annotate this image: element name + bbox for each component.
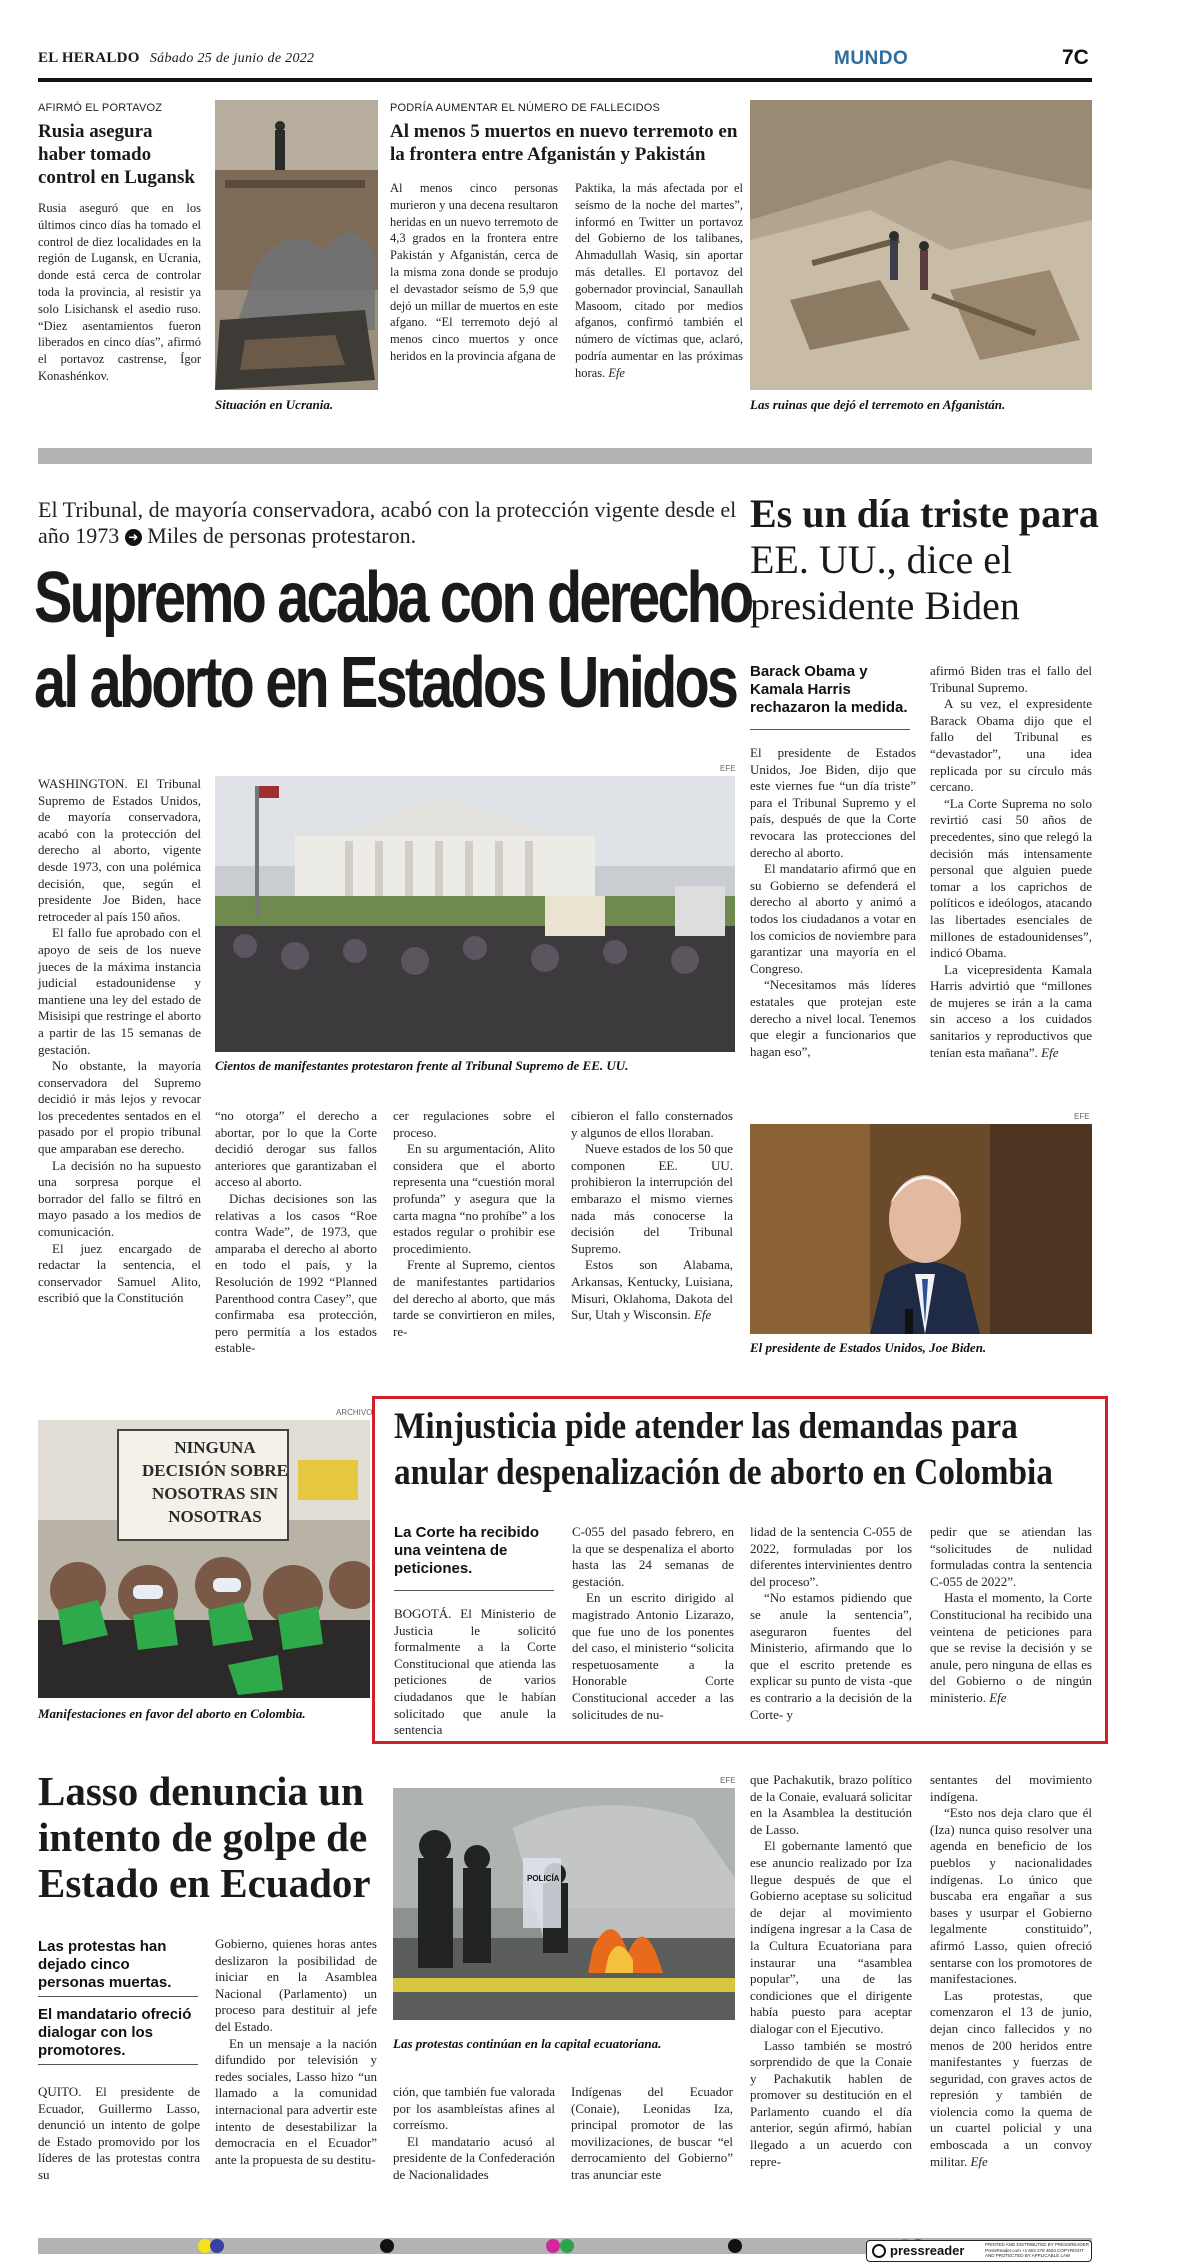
police-shield-label: POLICÍA — [527, 1874, 560, 1883]
paragraph: Lasso también se mostró sorprendido de que la Conaie y Pachakutik hablen de promover su destitución en el Parlamento cuando el día anterior, según afirmó, habían llegado a un acuerdo con repre- — [750, 2037, 912, 2169]
headline-lugansk: Rusia asegura haber tomado control en Lugansk — [38, 121, 195, 188]
paragraph: El juez encargado de redactar la sentencia, el conservador Samuel Alito, escribió que la Constitución — [38, 1240, 201, 1306]
article-aborto-col1 — [38, 776, 201, 1307]
article-colombia-col4 — [930, 1524, 1092, 1707]
article-afganistan-col2-text: Paktika, la más afectada por el seísmo de la noche del martes”, informó en Twitter un portavoz del Gobierno de los talibanes, Ahmadullah Wasiq, sin aportar más detalles. El portavoz del gobernador provincial, Sanaullah Masoom, citado por medios afganos, confirmó también el número de víctimas que, aclaró, podría aumentar en las próximas horas. — [575, 181, 743, 380]
photo-ecuador — [393, 1788, 735, 2020]
article-colombia-col2 — [572, 1524, 734, 1723]
paper-name: EL HERALDO — [38, 50, 140, 66]
header-rule — [38, 78, 1092, 82]
paragraph-text: Las protestas, que comenzaron el 13 de junio, dejan cinco fallecidos y no menos de 200 heridos entre manifestantes y fuerzas de seguridad, con graves actos de represión y también de violencia como la quema de un cuartel policial y una emboscada a un convoy militar. — [930, 1987, 1092, 2169]
registration-dot-magenta — [546, 2239, 560, 2253]
pressreader-brand: pressreader — [890, 2243, 965, 2258]
headline-ecuador-line2: intento de golpe de — [38, 1814, 368, 1860]
pressreader-logo-icon — [872, 2244, 886, 2258]
protest-sign: NINGUNA DECISIÓN SOBRE NOSOTRAS SIN NOSOTRAS — [142, 1438, 288, 1526]
paragraph: afirmó Biden tras el fallo del Tribunal Supremo. — [930, 663, 1092, 695]
kicker-lugansk: AFIRMÓ EL PORTAVOZ — [38, 102, 163, 114]
paragraph: pedir que se atiendan las “solicitudes de nulidad formuladas contra la sentencia C-055 de 2022”. — [930, 1524, 1092, 1589]
paragraph: Dichas decisiones son las relativas a los casos “Roe contra Wade”, de 1973, que amparaba el derecho al aborto en todo el país, y la Resolución de 1992 “Planned Parenthood contra Casey”, que confirmaba esa protección, pero permitía a los estados estable- — [215, 1190, 377, 1356]
sub-biden-rule — [750, 729, 910, 730]
headline-aborto-line2: al aborto en Estados Unidos — [34, 643, 737, 723]
paragraph-text: Estos son Alabama, Arkansas, Kentucky, Luisiana, Misuri, Oklahoma, Dakota del Sur, Utah y Wisconsin. — [571, 1257, 733, 1323]
photo-credit-colombia: ARCHIVO — [336, 1408, 373, 1417]
sub-ecuador-1: Las protestas han dejado cinco personas muertas. — [38, 1938, 172, 1991]
page-number: 7C — [1062, 46, 1089, 69]
headline-biden-line2: EE. UU., dice el — [750, 537, 1013, 582]
arrow-right-icon: ➜ — [125, 529, 142, 546]
sub-colombia-rule — [394, 1590, 554, 1591]
photo-supremo — [215, 776, 735, 1052]
deck-text: El Tribunal, de mayoría conservadora, acabó con la protección vigente desde el año 1973 — [38, 497, 737, 548]
registration-dot-blue — [210, 2239, 224, 2253]
article-ecuador-col3 — [393, 2084, 555, 2184]
sub-ecuador-rule-1 — [38, 1996, 198, 1997]
paragraph: lidad de la sentencia C-055 de 2022, formuladas por los diferentes intervinientes dentro del proceso”. — [750, 1524, 912, 1589]
kicker-afganistan: PODRÍA AUMENTAR EL NÚMERO DE FALLECIDOS — [390, 102, 661, 114]
paragraph: Nueve estados de los 50 que componen EE. UU. prohibieron la interrupción del embarazo el mismo viernes nada más conocerse la decisión del Tribunal Supremo. — [571, 1141, 733, 1256]
article-lugansk: Rusia aseguró que en los últimos cinco días ha tomado el control de diez localidades en la región de Lugansk, en Ucrania, donde está cerca de controlar toda la provincia, al resistir ya solo Lisichansk el asedio ruso. “Diez asentamientos fueron liberados en cinco días”, afirmó el portavoz castrense, Ígor Konashénkov. — [38, 201, 201, 383]
paragraph: “no otorga” el derecho a abortar, por lo que la Corte decidió derogar sus fallos anteriores que garantizaban el acceso al aborto. — [215, 1108, 377, 1190]
earthquake-ruins-image — [750, 100, 1092, 390]
paragraph: “La Corte Suprema no solo revirtió casi 50 años de precedentes, sino que relegó la decisión más intensamente personal que alguien puede tomar a los caprichos de políticos e ideólogos, atacando las libertades esenciales de millones de estadounidenses”, indicó Obama. — [930, 795, 1092, 961]
paragraph: En su argumentación, Alito considera que el aborto representa una “cuestión moral profunda” y asegura que la carta magna “no prohíbe” a los estados regular o prohibir ese procedimiento. — [393, 1141, 555, 1256]
caption-supremo: Cientos de manifestantes protestaron frente al Tribunal Supremo de EE. UU. — [215, 1058, 629, 1073]
edition-date: Sábado 25 de junio de 2022 — [149, 51, 315, 66]
registration-dot-black — [728, 2239, 742, 2253]
headline-ecuador-line3: Estado en Ecuador — [38, 1860, 371, 1906]
registration-dot-green — [560, 2239, 574, 2253]
paragraph: El fallo fue aprobado con el apoyo de seis de los nueve jueces de la máxima instancia judicial estadounidense y mantiene una ley del estado de Misisipi que restringe el aborto a partir de las 15 semanas de gestación. — [38, 925, 201, 1057]
section-divider-band — [38, 448, 1092, 464]
photo-ucrania — [215, 100, 378, 390]
paragraph: El presidente de Estados Unidos, Joe Biden, dijo que este viernes fue “un día triste” para el Tribunal Supremo y el país, después de que la Corte revocara las protecciones del derecho al aborto. — [750, 745, 916, 860]
signature-ecuador: Efe — [970, 2153, 988, 2169]
paragraph: El gobernante lamentó que ese anuncio realizado por Iza llegue después de que el Gobierno aceptase su solicitud de dejar al movimiento indígena ingresar a la Casa de la Cultura Ecuatoriana para instaurar una “asamblea popular”, una de las condiciones que el dirigente había puesto para aceptar dialogar con el Ejecutivo. — [750, 1838, 912, 2036]
deck-aborto-eeuu — [38, 497, 738, 549]
paragraph-text: La vicepresidenta Kamala Harris advirtió que “millones de mujeres se irán a la cama sin acceso a los cuidados sanitarios y reproductivos que tenían esta mañana”. — [930, 961, 1092, 1060]
registration-dot-black — [380, 2239, 394, 2253]
paragraph: Frente al Supremo, cientos de manifestantes partidarios del derecho al aborto, que más tarde se convirtieron en miles, re- — [393, 1257, 555, 1339]
sub-ecuador-rule-2 — [38, 2064, 198, 2065]
paragraph: cer regulaciones sobre el proceso. — [393, 1108, 555, 1140]
headline-colombia-line1: Minjusticia pide atender las demandas para — [394, 1406, 1018, 1447]
paragraph: El mandatario afirmó que en su Gobierno se defenderá el derecho al aborto y animó a todos los ciudadanos a votar en los comicios de noviembre para garantizar una mayoría en el Congreso. — [750, 861, 916, 976]
signature-biden: Efe — [1041, 1044, 1059, 1060]
masthead — [38, 50, 314, 67]
article-afganistan-col2 — [575, 180, 743, 382]
photo-credit-ecuador: EFE — [720, 1776, 736, 1785]
paragraph: ción, que también fue valorada por los asambleístas afines al correísmo. — [393, 2084, 555, 2133]
paragraph: A su vez, el expresidente Barack Obama dijo que el fallo del Tribunal es “devastador”, una idea replicada por su círculo más cercano. — [930, 696, 1092, 795]
section-name: MUNDO — [834, 48, 909, 69]
article-biden-col2 — [930, 663, 1092, 1061]
article-biden-col1 — [750, 745, 916, 1060]
photo-afganistan — [750, 100, 1092, 390]
paragraph: que Pachakutik, brazo político de la Conaie, evaluará solicitar en la Asamblea la destitución de Lasso. — [750, 1772, 912, 1837]
paragraph — [930, 1988, 1092, 2171]
pressreader-legal: PRINTED AND DISTRIBUTED BY PRESSREADER PressReader.com +1 604 278 4604 COPYRIGHT AND PROTECTED BY APPLICABLE LAW — [985, 2242, 1089, 2258]
caption-biden: El presidente de Estados Unidos, Joe Biden. — [750, 1340, 987, 1355]
paragraph: En un mensaje a la nación difundido por televisión y redes sociales, Lasso hizo “un llamado a la comunidad internacional para advertir este intento de desestabilizar la democracia en el Ecuador” ante la propuesta de su destitu- — [215, 2035, 377, 2167]
paragraph: Gobierno, quienes horas antes deslizaron la posibilidad de iniciar en la Asamblea Nacional (Parlamento) un proceso para destituir al jefe del Estado. — [215, 1936, 377, 2034]
article-colombia-col1: BOGOTÁ. El Ministerio de Justicia le solicitó formalmente a la Corte Constitucional que atienda las peticiones de varios ciudadanos que le habían solicitado que anule la sentencia — [394, 1606, 556, 1738]
headline-afganistan: Al menos 5 muertos en nuevo terremoto en la frontera entre Afganistán y Pakistán — [390, 121, 738, 165]
paragraph: El mandatario acusó al presidente de la Confederación de Nacionalidades — [393, 2133, 555, 2182]
photo-credit-biden: EFE — [1074, 1112, 1090, 1121]
headline-biden-line3: presidente Biden — [750, 583, 1020, 628]
article-aborto-col2 — [215, 1108, 377, 1357]
signature-colombia: Efe — [989, 1689, 1007, 1705]
sub-colombia: La Corte ha recibido una veintena de peticiones. — [394, 1524, 540, 1577]
caption-colombia: Manifestaciones en favor del aborto en Colombia. — [38, 1706, 306, 1721]
photo-credit-supremo: EFE — [720, 764, 736, 773]
article-aborto-col3 — [393, 1108, 555, 1340]
sub-ecuador-2: El mandatario ofreció dialogar con los promotores. — [38, 2006, 192, 2059]
paragraph: “Esto nos deja claro que él (Iza) nunca quiso resolver una agenda en beneficio de los pueblos y nacionalidades indígenas. Lo único que buscaba era engañar a sus bases y usurpar el Gobierno legalmente constituido”, afirmó Lasso, quien ofreció sentarse con los promotores de manifestaciones. — [930, 1805, 1092, 1987]
article-ecuador-col4 — [571, 2084, 733, 2184]
paragraph — [571, 1257, 733, 1323]
article-ecuador-col1: QUITO. El presidente de Ecuador, Guillermo Lasso, denunció un intento de golpe de Estado promovido por los líderes de las protestas contra su — [38, 2084, 200, 2182]
paragraph-text: Hasta el momento, la Corte Constitucional ha recibido una veintena de peticiones para que se revise la decisión y se anule, pero ninguna de ellas es del Gobierno o de ningún ministerio. — [930, 1590, 1092, 1705]
article-ecuador-col5 — [750, 1772, 912, 2170]
paragraph: No obstante, la mayoría conservadora del Supremo decidió ir más lejos y revocar los precedentes sentados en el pasado por el propio tribunal que amparaban ese derecho. — [38, 1058, 201, 1157]
paragraph — [930, 1590, 1092, 1706]
deck-tail: Miles de personas protestaron. — [147, 523, 417, 548]
paragraph: sentantes del movimiento indígena. — [930, 1772, 1092, 1804]
signature-aborto: Efe — [693, 1307, 712, 1323]
sub-biden: Barack Obama y Kamala Harris rechazaron la medida. — [750, 663, 908, 716]
caption-afganistan: Las ruinas que dejó el terremoto en Afganistán. — [750, 397, 1006, 412]
paragraph — [930, 962, 1092, 1062]
paragraph: WASHINGTON. El Tribunal Supremo de Estados Unidos, de mayoría conservadora, acabó con la protección del derecho al aborto, vigente desde 1973, con una polémica decisión, que, según el presidente Joe Biden, hace retroceder al país 150 años. — [38, 776, 201, 924]
paragraph: Indígenas del Ecuador (Conaie), Leonidas Iza, principal promotor de las movilizaciones, de buscar “el derrocamiento del Gobierno” tras anunciar este — [571, 2084, 733, 2182]
supreme-court-protest-image — [215, 776, 735, 1052]
signature-afganistan: Efe — [608, 365, 625, 380]
ecuador-protest-image — [393, 1788, 735, 2020]
paragraph: C-055 del pasado febrero, en la que se despenaliza el aborto hasta las 24 semanas de gestación. — [572, 1524, 734, 1589]
paragraph: cibieron el fallo consternados y algunos de ellos lloraban. — [571, 1108, 733, 1140]
headline-ecuador-line1: Lasso denuncia un — [38, 1768, 364, 1814]
photo-biden — [750, 1124, 1092, 1334]
caption-ecuador: Las protestas continúan en la capital ecuatoriana. — [393, 2036, 662, 2051]
headline-aborto-line1: Supremo acaba con derecho — [34, 558, 752, 638]
headline-colombia-line2: anular despenalización de aborto en Colombia — [394, 1452, 1053, 1493]
paragraph: En un escrito dirigido al magistrado Antonio Lizarazo, que fue uno de los ponentes del caso, el ministerio “solicita respetuosamente a la Honorable Corte Constitucional acceder a las solicitudes de nu- — [572, 1590, 734, 1722]
paragraph: “No estamos pidiendo que se anule la sentencia”, aseguraron fuentes del Ministerio, afirmando que lo que el escrito pretende es explicar su punto de vista -que es contrario a la decisión de la Corte- y — [750, 1590, 912, 1722]
biden-portrait-image — [750, 1124, 1092, 1334]
paragraph: La decisión no ha supuesto una sorpresa porque el borrador del fallo se filtró en mayo pasado a los medios de comunicación. — [38, 1157, 201, 1240]
article-ecuador-col6 — [930, 1772, 1092, 2170]
ukraine-ruins-image — [215, 100, 378, 390]
article-ecuador-col2 — [215, 1936, 377, 2168]
article-colombia-col3 — [750, 1524, 912, 1723]
headline-biden-line1: Es un día triste para — [750, 491, 1099, 536]
article-afganistan-col1: Al menos cinco personas murieron y una decena resultaron heridas en un nuevo terremoto de 4,3 grados en la frontera entre Pakistán y Afganistán, cerca de la misma zona donde se produjo el devastador seísmo de 5,9 que dejó un millar de muertos en este afgano. “El terremoto dejó al menos cinco muertos y once heridos en la provincia afgana de — [390, 181, 558, 363]
article-aborto-col4 — [571, 1108, 733, 1324]
caption-ucrania: Situación en Ucrania. — [215, 397, 334, 412]
paragraph: “Necesitamos más líderes estatales que protejan este derecho a nivel local. Tenemos que elegir a funcionarios que hagan eso”, — [750, 977, 916, 1059]
